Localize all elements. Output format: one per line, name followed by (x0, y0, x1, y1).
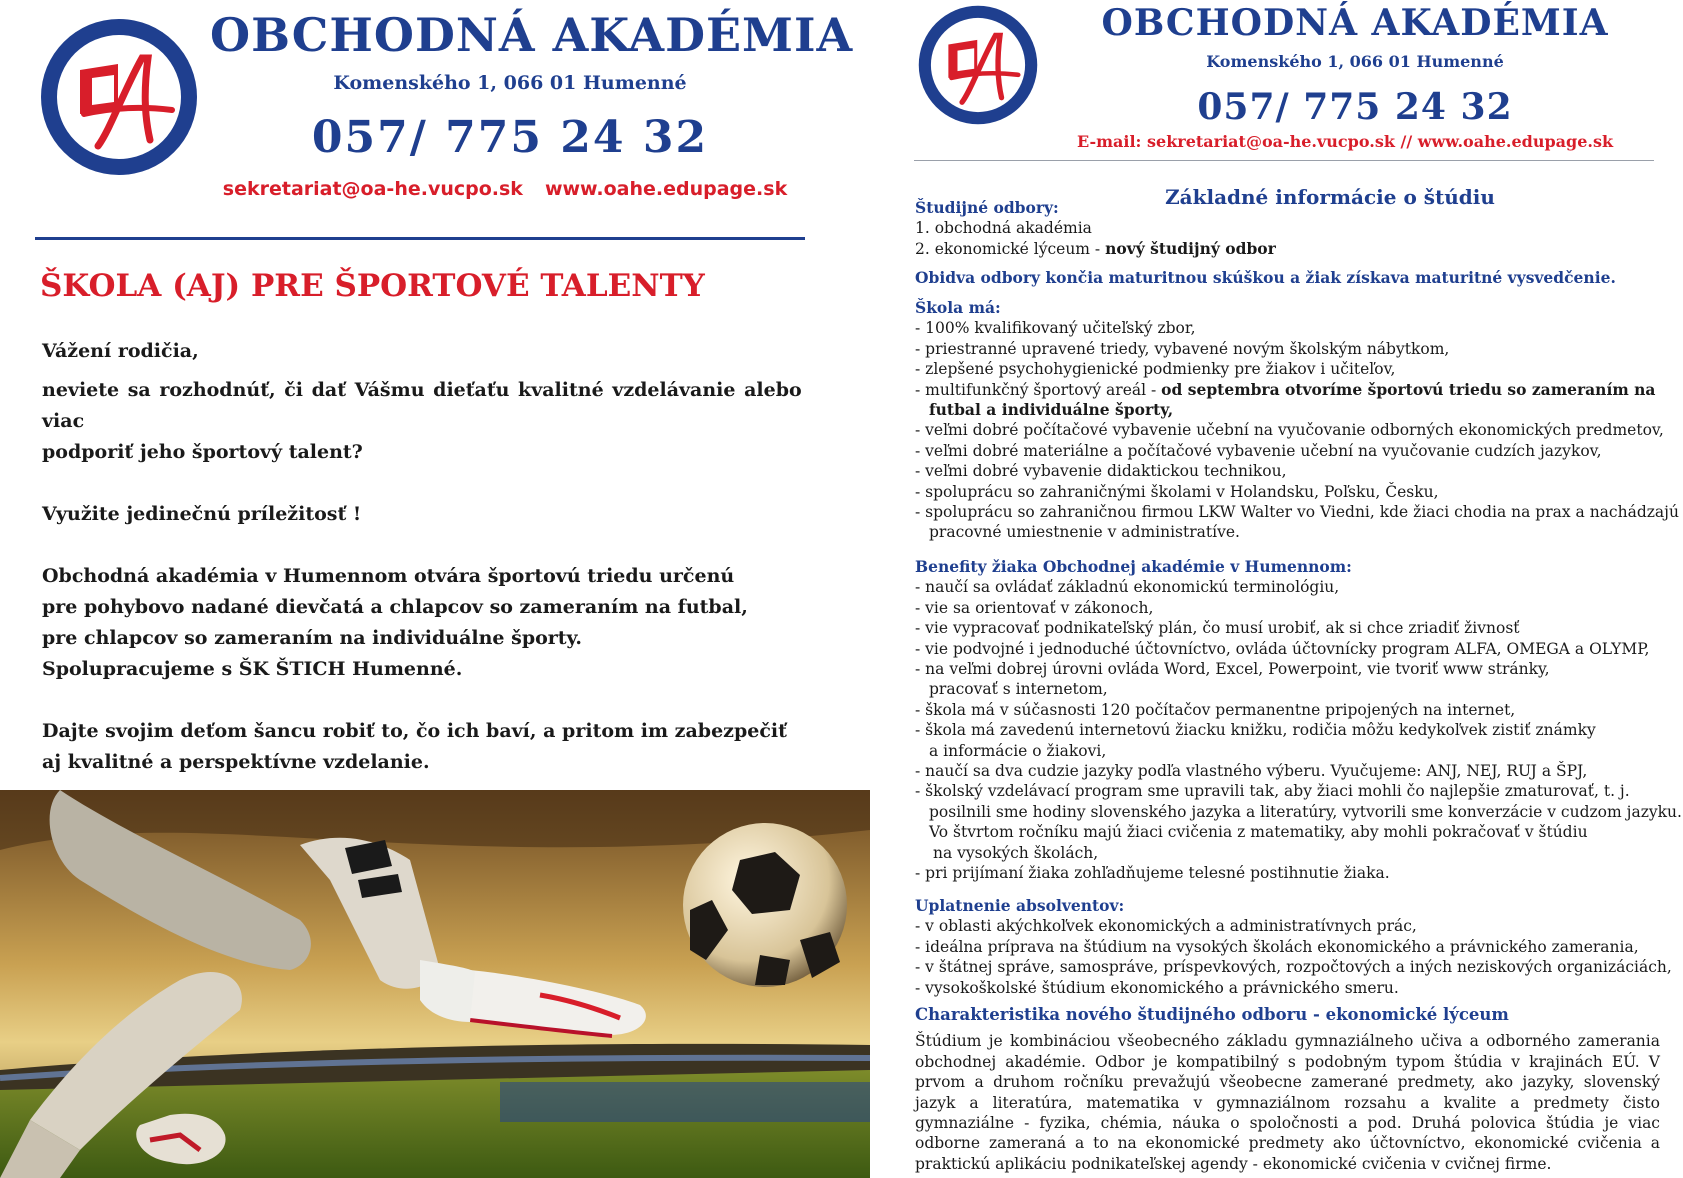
list-item: - škola má v súčasnosti 120 počítačov permanentne pripojených na internet, (915, 700, 1516, 719)
list-item: - priestranné upravené triedy, vybavené novým školským nábytkom, (915, 339, 1450, 358)
list-item-continued: posilnili sme hodiny slovenského jazyka a literatúry, vytvorili sme konverzácie v cudzom jazyku. (929, 802, 1682, 821)
graduates-section (915, 896, 1672, 998)
letter-greeting: Vážení rodičia, (42, 340, 199, 362)
list-item: - škola má zavedenú internetovú žiacku knižku, rodičia môžu kedykoľvek zistiť známky (915, 721, 1596, 740)
lyceum-description: Štúdium je kombináciou všeobecného základu gymnaziálneho učiva a odborného zamerania obchodnej akadémie. Odbor je kompatibilný s podobným typom štúdia v krajinách EÚ. V prvom a druhom ročníku prevažujú všeobecne zamerané predmety, ako jazyky, slovenský jazyk a literatúra, matematika v gymnaziálnom rozsahu a kvalite a predmety čisto gymnaziálne - fyzika, chémia, náuka o spoločnosti a pod. Druhá polovica štúdia je viac odborne zameraná a to na ekonomické predmety ako účtovníctvo, ekonomické cvičenia a praktickú aplikáciu podnikateľskej agendy - ekonomické cvičenia v cvičnej firme. (915, 1032, 1660, 1173)
school-name: OBCHODNÁ AKADÉMIA (1101, 2, 1609, 44)
list-item: - vie podvojné i jednoduché účtovníctvo, ovláda účtovnícky program ALFA, OMEGA a OLYMP, (915, 639, 1650, 658)
section-title: Základné informácie o štúdiu (1165, 185, 1495, 209)
list-item: - v oblasti akýchkoľvek ekonomických a administratívnych prác, (915, 917, 1417, 936)
list-item-continued: pracovné umiestnenie v administratíve. (929, 523, 1240, 542)
header-divider (914, 160, 1654, 161)
list-item-text: 2. ekonomické lýceum - (915, 239, 1106, 258)
letter-line: Dajte svojim deťom šancu robiť to, čo ich baví, a pritom im zabezpečiť (42, 720, 787, 742)
school-phone: 057/ 775 24 32 (311, 112, 709, 163)
parent-letter (42, 336, 802, 778)
list-item: - na veľmi dobrej úrovni ovláda Word, Excel, Powerpoint, vie tvoriť www stránky, (915, 660, 1550, 679)
new-field-label: nový študijný odbor (1105, 238, 1276, 258)
section-heading: Škola má: (915, 298, 1001, 317)
list-item: - spoluprácu so zahraničnou firmou LKW Walter vo Viedni, kde žiaci chodia na prax a nachádzajú (915, 503, 1679, 522)
list-item-continued: Vo štvrtom ročníku majú žiaci cvičenia z matematiky, aby mohli pokračovať v štúdiu (929, 823, 1588, 842)
letter-line: aj kvalitné a perspektívne vzdelanie. (42, 751, 430, 773)
letter-line: pre pohybovo nadané dievčatá a chlapcov so zameraním na futbal, (42, 596, 748, 618)
email-link[interactable]: sekretariat@oa-he.vucpo.sk (222, 178, 523, 200)
list-item: - vie vypracovať podnikateľský plán, čo musí urobiť, ak si chce zriadiť živnosť (915, 619, 1520, 638)
contact-line (200, 178, 810, 200)
list-item: - školský vzdelávací program sme upravili tak, aby žiaci mohli čo najlepšie zmaturovať, t. j. (915, 782, 1630, 801)
list-item: - naučí sa dva cudzie jazyky podľa vlastného výberu. Vyučujeme: ANJ, NEJ, RUJ a ŠPJ, (915, 762, 1588, 781)
study-fields (915, 198, 1660, 259)
section-heading: Benefity žiaka Obchodnej akadémie v Humennom: (915, 557, 1352, 576)
header-divider (35, 237, 805, 240)
school-logo-icon (40, 18, 198, 176)
list-item: - zlepšené psychohygienické podmienky pre žiakov i učiteľov, (915, 360, 1396, 379)
list-item-continued: na vysokých školách, (933, 843, 1099, 862)
school-phone: 057/ 775 24 32 (1197, 86, 1513, 128)
letter-line: neviete sa rozhodnúť, či dať Vášmu dieťaťu kvalitné vzdelávanie alebo viac (42, 379, 802, 432)
list-item: - veľmi dobré materiálne a počítačové vybavenie učební na vyučovanie cudzích jazykov, (915, 441, 1602, 460)
list-item: - ideálna príprava na štúdium na vysokých školách ekonomického a právnického zamerania, (915, 937, 1639, 956)
school-address: Komenského 1, 066 01 Humenné (1206, 52, 1504, 71)
list-item-continued: pracovať s internetom, (929, 680, 1108, 699)
list-item: - v štátnej správe, samospráve, príspevkových, rozpočtových a iných neziskových organizáciách, (915, 958, 1672, 977)
school-name: OBCHODNÁ AKADÉMIA (210, 8, 854, 62)
list-item: 1. obchodná akadémia (915, 219, 1092, 238)
letter-line: podporiť jeho športový talent? (42, 441, 363, 463)
letter-line: pre chlapcov so zameraním na individuálne športy. (42, 627, 583, 649)
website-link[interactable]: www.oahe.edupage.sk (544, 178, 788, 200)
letter-line: Využite jedinečnú príležitosť ! (42, 503, 362, 525)
note-text: Obidva odbory končia maturitnou skúškou a žiak získava maturitné vysvedčenie. (915, 268, 1616, 287)
letter-line: Spolupracujeme s ŠK ŠTICH Humenné. (42, 658, 463, 680)
list-item-continued: a informácie o žiakovi, (929, 741, 1107, 760)
list-item (915, 380, 1660, 400)
list-item: - vysokoškolské štúdium ekonomického a právnického smeru. (915, 978, 1399, 997)
study-fields-heading: Študijné odbory: (915, 198, 1059, 217)
school-has-section (915, 298, 1679, 543)
list-item: - veľmi dobré vybavenie didaktickou technikou, (915, 462, 1287, 481)
football-kick-photo (0, 790, 870, 1178)
section-heading: Charakteristika nového študijného odboru - ekonomické lýceum (915, 1005, 1509, 1024)
list-item-text: - multifunkčný športový areál - (915, 380, 1162, 399)
list-item (915, 239, 1660, 259)
list-item: - naučí sa ovládať základnú ekonomickú terminológiu, (915, 578, 1340, 597)
letter-line: Obchodná akadémia v Humennom otvára športovú triedu určenú (42, 565, 735, 587)
list-item: - veľmi dobré počítačové vybavenie učební na vyučovanie odborných ekonomických predmetov, (915, 421, 1664, 440)
lyceum-section (915, 1005, 1660, 1174)
list-item: - vie sa orientovať v zákonoch, (915, 598, 1154, 617)
section-heading: Uplatnenie absolventov: (915, 896, 1125, 915)
sport-class-note: futbal a individuálne športy, (929, 400, 1174, 420)
list-item: - 100% kvalifikovaný učiteľský zbor, (915, 319, 1196, 338)
benefits-section (915, 557, 1682, 884)
school-address: Komenského 1, 066 01 Humenné (333, 72, 687, 94)
both-fields-note (915, 268, 1660, 288)
sport-class-note: od septembra otvoríme športovú triedu so zameraním na (1161, 379, 1656, 399)
list-item: - spoluprácu so zahraničnými školami v Holandsku, Poľsku, Česku, (915, 482, 1439, 501)
school-logo-icon (918, 5, 1038, 125)
list-item: - pri prijímaní žiaka zohľadňujeme telesné postihnutie žiaka. (915, 864, 1390, 883)
contact-line[interactable]: E-mail: sekretariat@oa-he.vucpo.sk // www.oahe.edupage.sk (1076, 132, 1614, 151)
page-headline: ŠKOLA (AJ) PRE ŠPORTOVÉ TALENTY (40, 268, 705, 304)
